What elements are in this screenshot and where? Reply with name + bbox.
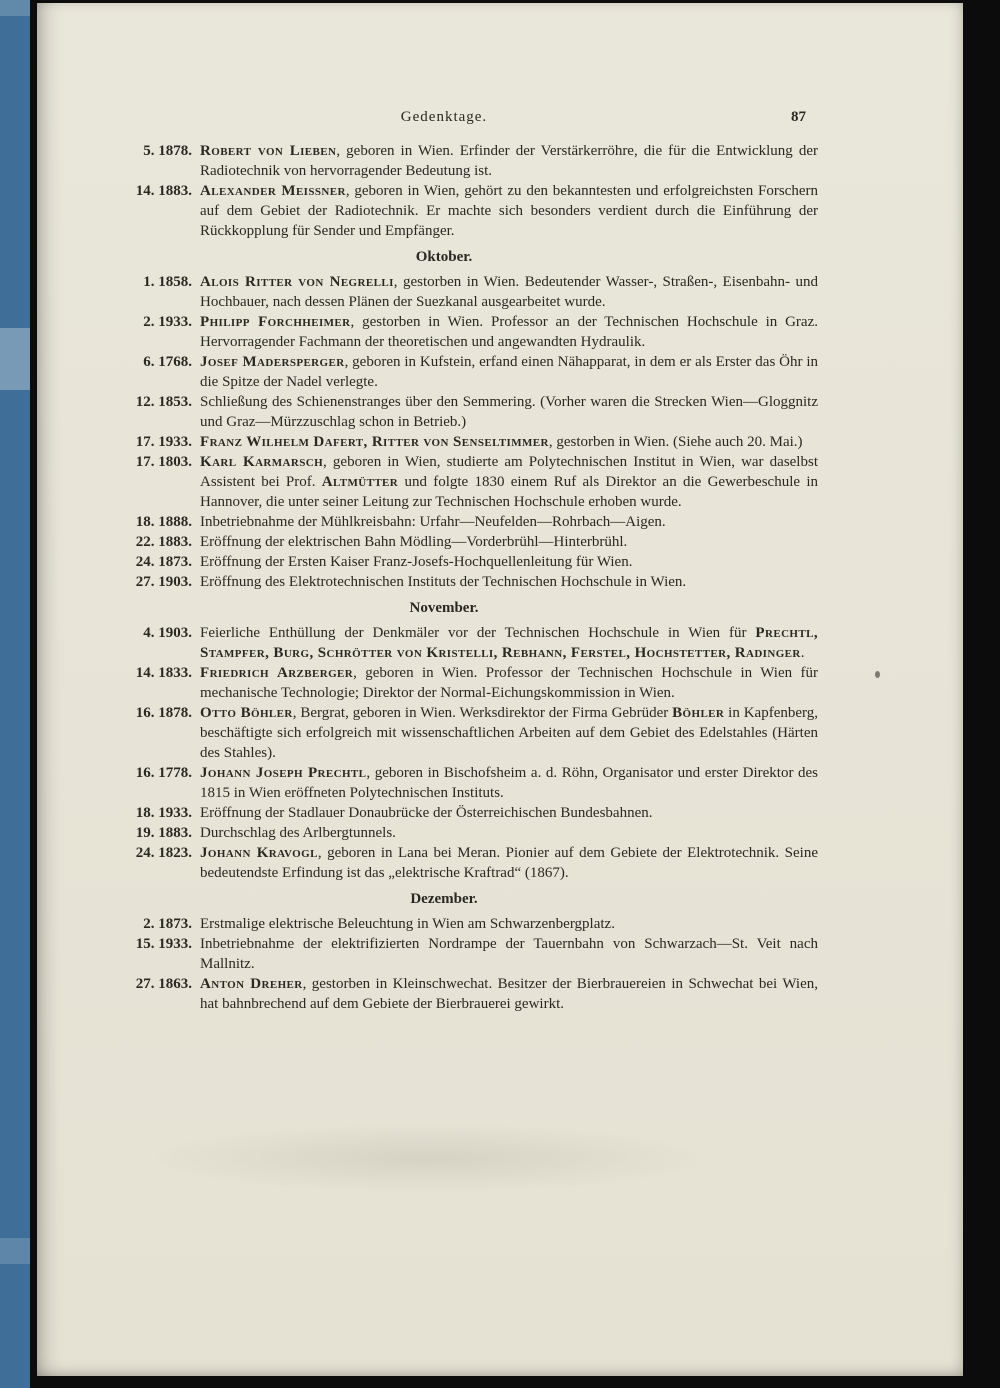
page-header-title: Gedenktage. [400,109,488,125]
entry-text-segment: , gestorben in Wien. Bedeutender Wasser-, Straßen-, Eisenbahn- und Hochbauer, nach dessen Plänen der Suezkanal ausgearbeitet wurde. [200,274,818,310]
entry-date: 16. 1878. [135,705,192,721]
entries-list [70,141,818,1014]
entry-date: 1. 1858. [143,274,192,290]
person-name: Robert von Lieben [200,143,337,159]
entry-text [200,803,818,823]
entry-date: 16. 1778. [135,765,192,781]
entry-row [70,823,818,843]
entry-row [70,914,818,934]
running-head [70,108,818,126]
entry-date: 24. 1823. [135,845,192,861]
person-name: Josef Madersperger [200,354,345,370]
ink-fleck [875,671,880,678]
book-page [37,3,963,1376]
entry-text [200,663,818,703]
person-name: Friedrich Arzberger [200,665,354,681]
person-name: Franz Wilhelm Dafert, Ritter von Senseltimmer [200,434,549,450]
entry-text-segment: und folgte 1830 einem Ruf als Direktor an die Gewerbeschule in Hannover, die unter seiner Leitung zur Technischen Hochschule erhoben wurde. [200,474,818,510]
entry-text [200,432,818,452]
person-name: Prechtl, Stampfer, Burg, Schrötter von Kristelli, Rebhann, Ferstel, Hochstetter, Radinger [200,625,818,661]
entry-text [200,352,818,392]
entry-text-segment: , geboren in Wien, studierte am Polytechnischen Institut in Wien, war daselbst Assistent bei Prof. [200,454,818,490]
entry-row [70,703,818,763]
entry-date: 12. 1853. [135,394,192,410]
month-heading: Oktober. [415,249,473,265]
entry-text-segment: , geboren in Wien. Professor der Technischen Hochschule in Wien für mechanische Technologie; Direktor der Normal-Eichungskommission in Wien. [200,665,818,701]
entry-date: 19. 1883. [135,825,192,841]
entry-text [200,914,818,934]
entry-row [70,934,818,974]
entry-text-segment: , gestorben in Wien. (Siehe auch 20. Mai.) [548,434,803,450]
entry-text [200,623,818,663]
entry-row [70,352,818,392]
entry-row [70,141,818,181]
entry-text [200,181,818,241]
entry-text-segment: Eröffnung der Stadlauer Donaubrücke der Österreichischen Bundesbahnen. [200,805,653,821]
entry-text [200,532,818,552]
entry-text [200,572,818,592]
entry-text [200,934,818,974]
person-name: Alexander Meissner [200,183,346,199]
entry-row [70,803,818,823]
entry-date: 27. 1863. [135,976,192,992]
entry-date: 22. 1883. [135,534,192,550]
entry-row [70,623,818,663]
edge-highlight [0,0,30,16]
entry-date: 14. 1883. [135,183,192,199]
page-number: 87 [791,109,806,125]
month-heading: Dezember. [410,891,478,907]
person-name: Alois Ritter von Negrelli [200,274,394,290]
person-name: Johann Kravogl [200,845,318,861]
entry-text-segment: , geboren in Lana bei Meran. Pionier auf dem Gebiete der Elektrotechnik. Seine bedeutendste Erfindung ist das „elektrische Kraftrad“ (1867). [200,845,818,881]
entry-text-segment: Erstmalige elektrische Beleuchtung in Wien am Schwarzenbergplatz. [200,916,615,932]
entry-date: 17. 1803. [135,454,192,470]
entry-row [70,452,818,512]
entry-text-segment: , gestorben in Wien. Professor an der Technischen Hochschule in Graz. Hervorragender Fachmann der theoretischen und angewandten Hydraulik. [200,314,818,350]
entry-text [200,272,818,312]
entry-text [200,392,818,432]
person-name: Johann Joseph Prechtl [200,765,367,781]
entry-date: 24. 1873. [135,554,192,570]
ink-bleed-through [147,1123,707,1193]
entry-text-segment: in Kapfenberg, beschäftigte sich erfolgreich mit wissenschaftlichen Arbeiten auf dem Gebiet des Edelstahles (Härten des Stahles). [200,705,818,761]
entry-date: 2. 1873. [143,916,192,932]
entry-date: 5. 1878. [143,143,192,159]
entry-date: 6. 1768. [143,354,192,370]
entry-text [200,703,818,763]
entry-text-segment: Eröffnung der Ersten Kaiser Franz-Josefs-Hochquellenleitung für Wien. [200,554,633,570]
entry-text [200,843,818,883]
person-name: Böhler [672,705,725,721]
entry-text [200,452,818,512]
entry-row [70,572,818,592]
entry-text [200,974,818,1014]
entry-date: 15. 1933. [135,936,192,952]
entry-row [70,974,818,1014]
entry-row [70,763,818,803]
entry-date: 14. 1833. [135,665,192,681]
person-name: Otto Böhler [200,705,293,721]
entry-text-segment: , geboren in Wien. Erfinder der Verstärkerröhre, die für die Entwicklung der Radiotechnik von hervorragender Bedeutung ist. [200,143,818,179]
entry-row [70,843,818,883]
entry-text-segment: Schließung des Schienenstranges über den Semmering. (Vorher waren die Strecken Wien—Gloggnitz und Graz—Mürzzuschlag schon in Betrieb.) [200,394,818,430]
entry-text-segment: Inbetriebnahme der elektrifizierten Nordrampe der Tauernbahn von Schwarzach—St. Veit nach Mallnitz. [200,936,818,972]
person-name: Karl Karmarsch [200,454,324,470]
entry-date: 27. 1903. [135,574,192,590]
edge-highlight [0,1238,30,1264]
entry-text-segment: Eröffnung des Elektrotechnischen Instituts der Technischen Hochschule in Wien. [200,574,687,590]
entry-row [70,552,818,572]
entry-text-segment: , gestorben in Kleinschwechat. Besitzer der Bierbrauereien in Schwechat bei Wien, hat bahnbrechend auf dem Gebiete der Bierbrauerei gewirkt. [200,976,818,1012]
person-name: Altmütter [321,474,399,490]
person-name: Anton Dreher [200,976,303,992]
entry-text [200,312,818,352]
entry-date: 18. 1933. [135,805,192,821]
entry-text-segment: , Bergrat, geboren in Wien. Werksdirektor der Firma Gebrüder [292,705,673,721]
entry-row [70,512,818,532]
entry-date: 4. 1903. [143,625,192,641]
entry-row [70,392,818,432]
entry-row [70,663,818,703]
edge-highlight [0,328,30,390]
entry-text-segment: Inbetriebnahme der Mühlkreisbahn: Urfahr—Neufelden—Rohrbach—Aigen. [200,514,666,530]
entry-text-segment: , geboren in Wien, gehört zu den bekanntesten und erfolgreichsten Forschern auf dem Gebiet der Radiotechnik. Er machte sich besonders verdient durch die Einführung der Rückkopplung für Sender und Empfänger. [200,183,818,239]
entry-text-segment: Durchschlag des Arlbergtunnels. [200,825,396,841]
entry-date: 18. 1888. [135,514,192,530]
entry-text [200,552,818,572]
entry-text [200,823,818,843]
entry-text [200,763,818,803]
entry-text-segment: , geboren in Kufstein, erfand einen Nähapparat, in dem er als Erster das Öhr in die Spitze der Nadel verlegte. [200,354,818,390]
month-heading: November. [409,600,479,616]
entry-row [70,532,818,552]
entry-date: 17. 1933. [135,434,192,450]
entry-row [70,312,818,352]
entry-date: 2. 1933. [143,314,192,330]
entry-text-segment: , geboren in Bischofsheim a. d. Röhn, Organisator und erster Direktor des 1815 in Wien eröffneten Polytechnischen Instituts. [200,765,819,801]
entry-text [200,141,818,181]
entry-text-segment: Eröffnung der elektrischen Bahn Mödling—Vorderbrühl—Hinterbrühl. [200,534,628,550]
entry-text [200,512,818,532]
entry-row [70,432,818,452]
entry-row [70,272,818,312]
person-name: Philipp Forchheimer [200,314,351,330]
entry-row [70,181,818,241]
entry-text-segment: . [800,645,805,661]
book-edge-strip [0,0,30,1388]
entry-text-segment: Feierliche Enthüllung der Denkmäler vor der Technischen Hochschule in Wien für [200,625,756,641]
